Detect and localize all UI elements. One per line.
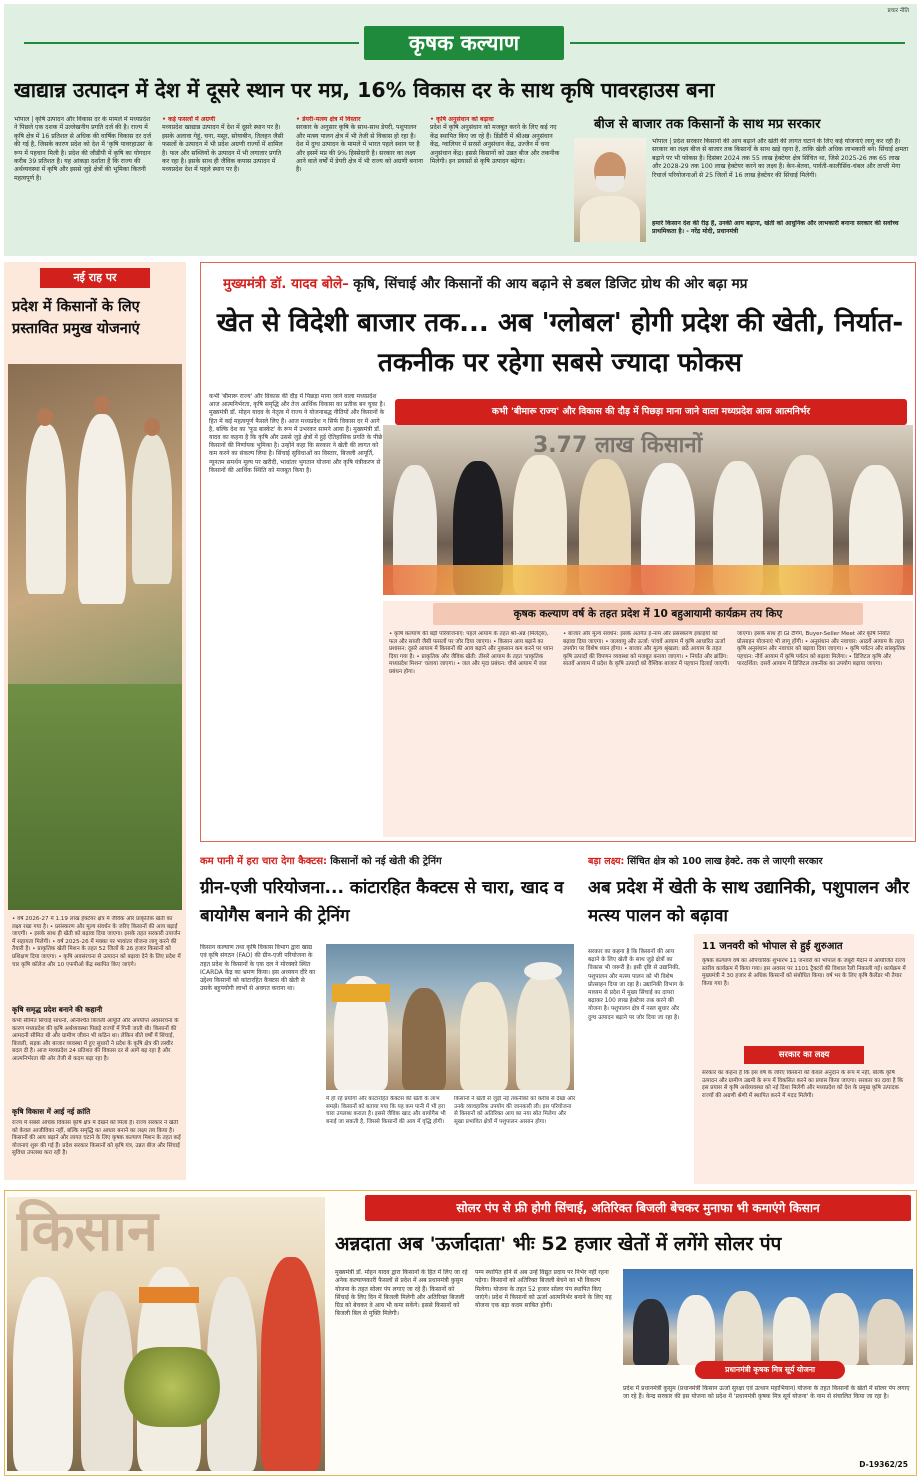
cactus-kicker-name: कम पानी में हरा चारा देगा कैक्टस: bbox=[200, 856, 328, 867]
photo-person bbox=[677, 1295, 715, 1365]
left-column bbox=[4, 262, 186, 1180]
main-sub-text-2: • बाजार और मूल्य संवर्धन: इसके अंतर्गत ई-नाम और प्रसंस्करण इकाइयों को बढ़ावा दिया जाएगा। • जलवायु और ऊर्जा: पांचवें आयाम में कृषि आधारित ऊर्जा उपयोग पर विशेष ध्यान होगा। • बाजार और मूल्य श्रृंखला: छठे आयाम के तहत कृषि उत्पादों की विपणन व्यवस्था को मजबूत बनाया जाएगा। • निर्यात और ब्रांडिंग: सातवें आयाम में प्रदेश के कृषि उत्पादों को वैश्विक बाजार में पहचान दिलाई जाएगी। bbox=[563, 631, 730, 668]
left-head-3: कृषि विकास में आई नई क्रांति bbox=[12, 1107, 91, 1116]
photo-person bbox=[132, 434, 172, 584]
photo-person bbox=[261, 1257, 321, 1471]
portrait-body bbox=[580, 196, 640, 242]
solar-text-b: पम्प स्थापित होने से अब उन्हें विद्युत प्रदाय पर निर्भर नहीं रहना पड़ेगा। किसानों को अतिरिक्त बिजली बेचने का भी विकल्प मिलेगा। योजना के तहत 52 हजार सोलर पंप स्थापित किए जाएंगे। प्रदेश में किसानों को ऊर्जा आत्मनिर्भर बनाने के लिए यह योजना एक बड़ा कदम साबित होगी। bbox=[475, 1269, 612, 1310]
cactus-text-a: किसान कल्याण तथा कृषि विकास विभाग द्वारा खाद्य एवं कृषि संगठन (FAO) की ग्रीन-एजी परियोजना के तहत प्रदेश के किसानों के एक दल ने मोरक्को स्थित ICARDA केंद्र का भ्रमण किया। इस अध्ययन दौरे का उद्देश्य किसानों को कांटारहित कैक्टस की खेती से उसके बहुपयोगी लाभों से अवगत कराना था। bbox=[200, 944, 316, 993]
top-section bbox=[4, 4, 917, 256]
photo-shawl bbox=[139, 1287, 199, 1303]
hort-box bbox=[694, 934, 914, 1184]
left-head-2: कृषि समृद्ध प्रदेश बनाने की कहानी bbox=[12, 1005, 103, 1014]
main-headline: खेत से विदेशी बाजार तक... अब 'ग्लोबल' होगी प्रदेश की खेती, निर्यात-तकनीक पर रहेगा सबसे ज्यादा फोकस bbox=[216, 308, 904, 378]
solar-text-c: प्रदेश में प्रधानमंत्री कुसुम (प्रधानमंत्री किसान ऊर्जा सुरक्षा एवं उत्थान महाभियान) योजना के तहत किसानों के खेतों में सोलर पंप लगाए जा रहे हैं। केन्द्र सरकार की इस योजना को प्रदेश में 'प्रधानमंत्री कृषक मित्र सूर्य योजना' के नाम से संचालित किया जा रहा है। bbox=[623, 1385, 910, 1401]
photo-backdrop-text: 3.77 लाख किसानों bbox=[533, 433, 703, 458]
main-sub-text-3: जाएगा। इसके साथ ही GI टैगिंग, Buyer-Seller Meet और कृषि निर्यात प्रोत्साहन योजनाएं भी लागू होंगी। • अनुसंधान और नवाचार: आठवें आयाम के तहत कृषि अनुसंधान और नवाचार को बढ़ावा दिया जाएगा। • कृषि पर्यटन और सांस्कृतिक पहचान: नौवें आयाम में कृषि पर्यटन को बढ़ावा मिलेगा। • डिजिटल कृषि और पारदर्शिता: दसवें आयाम में डिजिटल तकनीक का उपयोग बढ़ाया जाएगा। bbox=[737, 631, 906, 668]
photo-person bbox=[402, 988, 446, 1090]
main-kicker-name: मुख्यमंत्री डॉ. यादव बोले– bbox=[223, 276, 349, 292]
cactus-kicker bbox=[200, 854, 578, 870]
photo-person bbox=[819, 1293, 859, 1365]
photo-person bbox=[78, 414, 126, 604]
top-headline: खाद्यान्न उत्पादन में देश में दूसरे स्थान पर मप्र, 16% विकास दर के साथ कृषि पावरहाउस बना bbox=[14, 78, 715, 102]
hort-tag: सरकार का लक्ष्य bbox=[744, 1046, 864, 1064]
top-col-2-text: सरकार के अनुसार कृषि के साथ-साथ डेयरी, पशुपालन और मत्स्य पालन क्षेत्र में भी तेजी से विकास हो रहा है। देश में दुग्ध उत्पादन के मामले में भारत पहले स्थान पर है और इसमें मप्र की 9% हिस्सेदारी है। सरकार का लक्ष्य आने वाले वर्षों में डेयरी क्षेत्र में भी राज्य को अग्रणी बनाना है। bbox=[296, 124, 424, 174]
solar-section bbox=[4, 1190, 917, 1476]
photo-person bbox=[516, 974, 570, 1090]
pm-quote: हमारे किसान देश की रीढ़ हैं, उनकी आय बढ़ाना, खेती को आधुनिक और लाभकारी बनाना सरकार की सर्वोच्च प्राथमिकता है। - नरेंद्र मोदी, प्रधानमंत्री bbox=[652, 220, 899, 236]
main-sub-text-1: • कृषि कल्याण की बड़ी परियोजनाएं: पहले आयाम के तहत श्री-अन्न (मिलेट्स), फल और सब्जी जैसी फसलों पर जोर दिया जाएगा। • किसान आय बढ़ाने का प्रशासन: दूसरे आयाम में किसानों की आय बढ़ाने और नुकसान कम करने पर ध्यान दिया गया है। • प्राकृतिक और जैविक खेती: तीसरे आयाम के तहत 'प्राकृतिक मध्यप्रदेश मिशन' चलाया जाएगा। • जल और मृदा प्रबंधन: चौथे आयाम में जल प्रबंधन होगा। bbox=[389, 631, 554, 675]
left-tag: नई राह पर bbox=[40, 268, 150, 288]
solar-event-photo bbox=[623, 1269, 913, 1365]
hort-kicker-text: सिंचित क्षेत्र को 100 लाख हेक्टे. तक ले जाएगी सरकार bbox=[627, 856, 823, 867]
photo-person bbox=[13, 1277, 73, 1471]
cactus-text-b: में हो रहे प्रयोगों और कांटारहित कैक्टस की खेती के लाभ समझे। किसानों को बताया गया कि यह कम पानी में भी हरा चारा उपलब्ध कराता है। इससे जैविक खाद और बायोगैस भी बनाई जा सकती है, जिससे किसानों की आय में वृद्धि होगी। bbox=[326, 1096, 446, 1125]
photo-person bbox=[26, 424, 66, 594]
main-photo bbox=[383, 425, 913, 595]
cactus-kicker-text: किसानों को नई खेती की ट्रेनिंग bbox=[330, 856, 442, 867]
photo-shawl bbox=[332, 984, 390, 1002]
left-text-2: कभी सीमित सिंचाई साधनों, अनिश्चित बिजली आपूर्ति और अपर्याप्त अवसंरचना के कारण मध्यप्रदेश की कृषि अर्थव्यवस्था पिछड़े राज्यों में गिनी जाती थी। किसानों की आमदनी सीमित थी और ग्रामीण जीवन भी कठिन था। लेकिन बीते वर्षों में सिंचाई, बिजली, सड़क और बाजार व्यवस्था में हुए सुधारों ने प्रदेश के कृषि क्षेत्र की तस्वीर बदल दी है। आज मध्यप्रदेश 24 प्रतिशत की विकास दर से आगे बढ़ रहा है और आत्मनिर्भरता की ओर तेजी से कदम बढ़ा रहा है। bbox=[12, 1018, 179, 1062]
left-text-3: राज्य में सबसे अधिक विकास कृषि क्षेत्र में देखने को मिला है। राज्य सरकार ने खेती को केवल आजीविका नहीं, बल्कि समृद्धि का आधार बनाने का लक्ष्य तय किया है। किसानों की आय बढ़ाने और लागत घटाने के लिए कृषक कल्याण मिशन के तहत कई योजनाएं शुरू की गई हैं। प्रदेश सरकार किसानों को कृषि यंत्र, उन्नत बीज और सिंचाई सुविधा उपलब्ध करा रही है। bbox=[12, 1120, 181, 1157]
cactus-article bbox=[196, 852, 578, 1186]
side-headline: बीज से बाजार तक किसानों के साथ मप्र सरकार bbox=[594, 117, 821, 132]
main-photo-caption: कभी 'बीमारू राज्य' और विकास की दौड़ में पिछड़ा माना जाने वाला मध्यप्रदेश आज आत्मनिर्भर bbox=[395, 399, 907, 425]
photo-crop-field bbox=[8, 684, 182, 910]
solar-photo-caption: प्रधानमंत्री कृषक मित्र सूर्य योजना bbox=[695, 1361, 845, 1379]
photo-person bbox=[867, 1299, 905, 1365]
photo-person bbox=[723, 1291, 763, 1365]
photo-head bbox=[144, 418, 160, 436]
left-photo bbox=[8, 364, 182, 910]
photo-head bbox=[94, 396, 110, 414]
photo-turban bbox=[524, 962, 562, 980]
top-col-1-text: मध्यप्रदेश खाद्यान्न उत्पादन में देश में दूसरे स्थान पर है। इसके अलावा गेहूं, चना, मसूर, सोयाबीन, तिलहन जैसी फसलों के उत्पादन में भी प्रदेश अग्रणी राज्यों में शामिल है। फल और सब्जियों के उत्पादन में भी लगातार प्रगति कर रहा है। इसके साथ ही जैविक कपास उत्पादन में मध्यप्रदेश देश में पहले स्थान पर है। bbox=[162, 124, 284, 174]
portrait-beard bbox=[596, 176, 624, 192]
top-col-1-head: • कई फसलों में अग्रणी bbox=[162, 116, 216, 123]
solar-banner: सोलर पंप से फ्री होगी सिंचाई, अतिरिक्त बिजली बेचकर मुनाफा भी कमाएंगे किसान bbox=[365, 1195, 911, 1221]
section-banner: कृषक कल्याण bbox=[364, 26, 564, 60]
section-rule bbox=[24, 42, 359, 44]
hort-box-text: कृषक कल्याण वर्ष का औपचारिक शुभारंभ 11 जनवरी को भोपाल के जंबूरी मैदान में आयोजित राज्य स्तरीय कार्यक्रम में किया गया। इस अवसर पर 1101 ट्रैक्टरों की विशाल रैली निकाली गई। कार्यक्रम में मुख्यमंत्री ने 30 हजार से अधिक किसानों को संबोधित किया। वर्ष भर के लिए कृषि कैलेंडर भी तैयार किया गया है। bbox=[702, 958, 906, 987]
main-article bbox=[200, 262, 916, 842]
solar-photo-backdrop: किसान bbox=[17, 1199, 158, 1264]
photo-wheat bbox=[117, 1347, 227, 1427]
photo-person bbox=[773, 1297, 811, 1365]
cactus-photo bbox=[326, 944, 574, 1090]
solar-text-a: मुख्यमंत्री डॉ. मोहन यादव द्वारा किसानों के हित में लिए जा रहे अनेक कल्याणकारी फैसलों से प्रदेश में अब प्रधानमंत्री कुसुम योजना के तहत सोलर पंप लगाए जा रहे हैं। किसानों को सिंचाई के लिए दिन में बिजली मिलेगी और अतिरिक्त बिजली ग्रिड को बेचकर वे आय भी कमा सकेंगे। इससे किसानों को बिजली बिल से मुक्ति मिलेगी। bbox=[335, 1269, 468, 1318]
solar-headline: अन्नदाता अब 'ऊर्जादाता' भीः 52 हजार खेतों में लगेंगे सोलर पंप bbox=[335, 1233, 782, 1255]
top-col-3-head: • कृषि अनुसंधान को बढ़ावा bbox=[430, 116, 494, 123]
side-text: भोपाल | प्रदेश सरकार किसानों की आय बढ़ाने और खेती की लागत घटाने के लिए कई योजनाएं लागू कर रही है। सरकार का लक्ष्य बीज से बाजार तक किसानों के साथ खड़े रहना है, ताकि खेती अधिक लाभकारी बने। सिंचाई क्षमता बढ़ाने पर भी फोकस है। दिसंबर 2024 तक 55 लाख हेक्टेयर क्षेत्र सिंचित था, जिसे 2025-26 तक 65 लाख और 2028-29 तक 100 लाख हेक्टेयर करने का लक्ष्य है। केन-बेतवा, पार्वती-कालीसिंध-चंबल और ताप्ती मेगा रिचार्ज परियोजनाओं से 25 जिलों में 16 लाख हेक्टेयर की सिंचाई मिलेगी। bbox=[652, 138, 909, 179]
photo-person bbox=[633, 1299, 669, 1365]
solar-photo bbox=[7, 1197, 325, 1471]
hort-box-head: 11 जनवरी को भोपाल से हुई शुरुआत bbox=[702, 941, 843, 952]
left-bullets: • वर्ष 2026-27 में 1.19 लाख हेक्टेयर क्षेत्र में जैविक और प्राकृतिक खेती का लक्ष्य रखा गया है। • प्रसंस्करण और मूल्य संवर्धन के जरिए किसानों की आय बढ़ाई जाएगी। • इसके साथ ही खेती को बढ़ावा दिया जाएगा। इसके तहत सरकारी उपार्जन में सहायता मिलेगी। • वर्ष 2025-26 में मक्का पर भावांतर योजना लागू करने की तैयारी है। • प्राकृतिक खेती मिशन के तहत 52 जिलों के 26 हजार किसानों को प्रशिक्षण दिया जाएगा। • कृषि अवसंरचना से उत्पादन को बढ़ावा देने के लिए प्रदेश में चार कृषि कॉलेज और 10 एफपीओ केंद्र स्थापित किए जाएंगे। bbox=[12, 916, 181, 968]
hort-headline: अब प्रदेश में खेती के साथ उद्यानिकी, पशुपालन और मत्स्य पालन को बढ़ावा bbox=[588, 878, 910, 926]
left-headline: प्रदेश में किसानों के लिए प्रस्तावित प्रमुख योजनाएं bbox=[12, 299, 140, 337]
main-kicker bbox=[223, 273, 913, 295]
masthead-label: प्रचार नीति bbox=[887, 8, 909, 14]
hort-kicker bbox=[588, 854, 914, 870]
top-col-3 bbox=[430, 116, 562, 254]
pm-portrait bbox=[574, 138, 646, 242]
footer-code: D-19362/25 bbox=[859, 1460, 908, 1469]
photo-person bbox=[460, 982, 508, 1090]
hort-text-a: सरकार का कहना है कि किसानों की आय बढ़ाने के लिए खेती के साथ जुड़े क्षेत्रों का विकास भी जरूरी है। इसी दृष्टि से उद्यानिकी, पशुपालन और मत्स्य पालन को भी विशेष प्रोत्साहन दिया जा रहा है। उद्यानिकी विभाग के माध्यम से प्रदेश में मुख्य सिंचाई का दायरा बढ़ाकर 100 लाख हेक्टेयर तक करने की योजना है। पशुपालन क्षेत्र में नस्ल सुधार और दुग्ध उत्पादन बढ़ाने पर जोर दिया जा रहा है। bbox=[588, 949, 684, 1021]
top-col-2 bbox=[296, 116, 424, 254]
main-kicker-text: कृषि, सिंचाई और किसानों की आय बढ़ाने से डबल डिजिट ग्रोथ की ओर बढ़ा मप्र bbox=[353, 276, 748, 292]
main-sub-box bbox=[383, 601, 913, 837]
hort-kicker-name: बड़ा लक्ष्य: bbox=[588, 856, 625, 867]
top-col-1 bbox=[162, 116, 290, 254]
top-col-2-head: • डेयरी-मत्स्य क्षेत्र में विस्तार bbox=[296, 116, 361, 123]
main-col-text: कभी 'बीमारू राज्य' और विकास की दौड़ में पिछड़ा माना जाने वाला मध्यप्रदेश आज आत्मनिर्भरता, कृषि समृद्धि और तेज आर्थिक विकास का प्रतीक बन चुका है। मुख्यमंत्री डॉ. मोहन यादव के नेतृत्व में राज्य ने योजनाबद्ध नीतियों और किसानों के हित में कई महत्वपूर्ण फैसले लिए हैं। आज मध्यप्रदेश न सिर्फ विकास दर में आगे है, बल्कि देश का 'फूड बास्केट' के रूप में उभरकर सामने आया है। मुख्यमंत्री डॉ. यादव का कहना है कि कृषि और उससे जुड़े क्षेत्रों में हुई ऐतिहासिक प्रगति के पीछे किसानों की निर्णायक भूमिका है। उन्होंने कहा कि सरकार ने खेती की लागत को कम करने का संकल्प लिया है। सिंचाई सुविधाओं का विस्तार, बिजली आपूर्ति, न्यूनतम समर्थन मूल्य पर खरीदी, भावांतर भुगतान योजना और कृषि यंत्रीकरण से किसानों की आर्थिक स्थिति को मजबूत किया है। bbox=[209, 393, 385, 474]
horticulture-article bbox=[584, 852, 916, 1186]
cactus-text-c: किसानों ने खेती से जुड़ी नई तकनीकों को करीब से देखा और उनके व्यावहारिक उपयोग की जानकारी ली। इस परियोजना से किसानों को अतिरिक्त आय का नया स्रोत मिलेगा और सूखा प्रभावित क्षेत्रों में पशुपालन आसान होगा। bbox=[454, 1096, 576, 1125]
top-intro: भोपाल | कृषि उत्पादन और विकास दर के मामले में मध्यप्रदेश ने पिछले एक दशक में उल्लेखनीय प्रगति दर्ज की है। राज्य में कृषि क्षेत्र में 16 प्रतिशत से अधिक की वार्षिक विकास दर दर्ज की गई है, जिसके कारण प्रदेश को देश में 'कृषि पावरहाउस' के रूप में पहचान मिली है। प्रदेश की जीडीपी में कृषि का योगदान करीब 39 प्रतिशत है। यह आंकड़ा दर्शाता है कि राज्य की अर्थव्यवस्था में कृषि और इससे जुड़े क्षेत्रों की भूमिका कितनी महत्वपूर्ण है। bbox=[14, 116, 153, 182]
main-sub-banner: कृषक कल्याण वर्ष के तहत प्रदेश में 10 बहुआयामी कार्यक्रम तय किए bbox=[433, 603, 863, 625]
cactus-headline: ग्रीन-एजी परियोजना... कांटारहित कैक्टस से चारा, खाद व बायोगैस बनाने की ट्रेनिंग bbox=[200, 878, 564, 926]
photo-head bbox=[37, 408, 53, 426]
top-col-3-text: प्रदेश में कृषि अनुसंधान को मजबूत करने के लिए कई नए केंद्र स्थापित किए जा रहे हैं। डिंडौरी में श्रीअन्न अनुसंधान केंद्र, ग्वालियर में सरसों अनुसंधान केंद्र, उज्जैन में चना अनुसंधान केंद्र। इससे किसानों को उन्नत बीज और तकनीक मिलेगी। इन प्रयासों से कृषि उत्पादन बढ़ेगा। bbox=[430, 124, 560, 166]
hort-tag-text: सरकार का कहना है कि इस वर्ष के जरिए किसानों को केवल अनुदान के रूप में नहीं, बल्कि कृषि उत्पादन और ग्रामीण उद्यमी के रूप में विकसित करने का प्रयास किया जाएगा। सरकार का दावा है कि इस प्रयास से कृषि अर्थव्यवस्था को नई दिशा मिलेगी और मध्यप्रदेश को देश के प्रमुख कृषि उत्पादक राज्यों की अग्रणी श्रेणी में स्थापित करने में मदद मिलेगी। bbox=[702, 1070, 904, 1099]
photo-flowers bbox=[383, 565, 913, 595]
section-rule bbox=[570, 42, 905, 44]
